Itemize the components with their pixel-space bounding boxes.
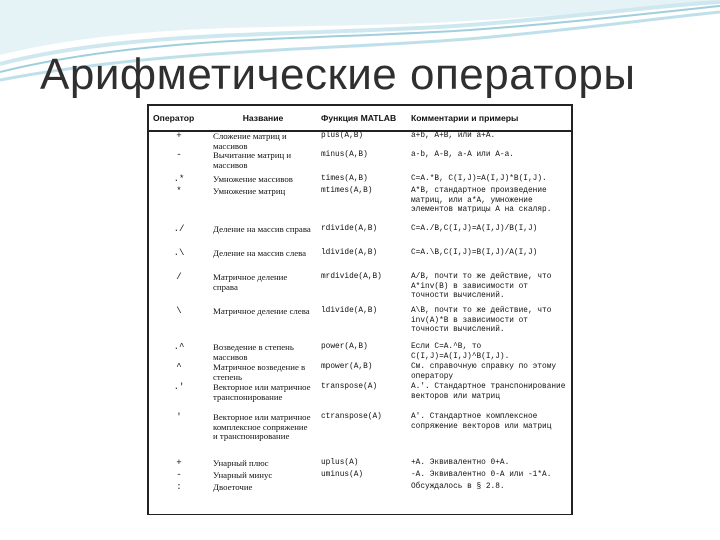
- table-row: [149, 131, 571, 151]
- cell-name: Деление на массив справа: [213, 224, 311, 235]
- operators-table: [147, 104, 573, 515]
- cell-operator: -: [176, 150, 182, 161]
- table-row: [149, 249, 571, 273]
- cell-operator: .^: [173, 342, 185, 353]
- cell-operator: \: [176, 306, 182, 317]
- cell-comment: +A. Эквивалентно 0+A.: [411, 459, 510, 468]
- cell-name: Вычитание матриц и массивов: [213, 150, 292, 170]
- cell-function: ctranspose(A): [321, 413, 382, 422]
- cell-comment: Если C=A.^B, то C(I,J)=A(I,J)^B(I,J).: [411, 343, 510, 361]
- table-row: [149, 151, 571, 175]
- cell-comment: C=A./B,C(I,J)=A(I,J)/B(I,J): [411, 225, 538, 234]
- cell-name: Двоеточие: [213, 482, 253, 493]
- table-row: [149, 273, 571, 307]
- cell-name: Унарный плюс: [213, 458, 269, 469]
- cell-function: transpose(A): [321, 383, 378, 392]
- cell-comment: C=A.*B, C(I,J)=A(I,J)*B(I,J).: [411, 175, 547, 184]
- cell-function: times(A,B): [321, 175, 368, 184]
- cell-function: minus(A,B): [321, 151, 368, 160]
- cell-operator: ': [176, 412, 182, 423]
- table-row: [149, 187, 571, 225]
- cell-name: Возведение в степень массивов: [213, 342, 294, 362]
- cell-name: Умножение матриц: [213, 186, 286, 197]
- table-row: [149, 363, 571, 383]
- cell-function: mpower(A,B): [321, 363, 373, 372]
- cell-operator: :: [176, 482, 182, 493]
- table-row: [149, 225, 571, 249]
- header-operator: Оператор: [149, 105, 209, 131]
- page-title: Арифметические операторы: [40, 50, 636, 99]
- cell-comment: Обсуждалось в § 2.8.: [411, 483, 505, 492]
- table-row: [149, 383, 571, 413]
- cell-function: mrdivide(A,B): [321, 273, 382, 282]
- cell-name: Векторное или матричное транспонирование: [213, 382, 311, 402]
- cell-function: rdivide(A,B): [321, 225, 378, 234]
- cell-function: [317, 483, 407, 495]
- cell-operator: .\: [173, 248, 185, 259]
- cell-name: Матричное деление справа: [213, 272, 288, 292]
- cell-name: Умножение массивов: [213, 174, 293, 185]
- cell-operator: +: [176, 131, 182, 141]
- cell-function: plus(A,B): [321, 132, 364, 140]
- cell-operator: *: [176, 186, 182, 197]
- cell-operator: /: [176, 272, 182, 283]
- cell-comment: A/B, почти то же действие, что A*inv(B) в зависимости от точности вычислений.: [411, 273, 552, 301]
- header-name: Название: [209, 105, 317, 131]
- cell-function: uplus(A): [321, 459, 359, 468]
- cell-comment: C=A.\B,C(I,J)=B(I,J)/A(I,J): [411, 249, 538, 258]
- cell-operator: .': [173, 382, 185, 393]
- table-header-row: [149, 105, 571, 131]
- cell-function: uminus(A): [321, 471, 364, 480]
- cell-comment: См. справочную справку по этому оператору: [411, 363, 557, 381]
- cell-function: ldivide(A,B): [321, 249, 378, 258]
- cell-name: Матричное возведение в степень: [213, 362, 306, 382]
- cell-name: Векторное или матричное комплексное сопряжение и транспонирование: [213, 412, 311, 442]
- cell-name: Сложение матриц и массивов: [213, 131, 287, 151]
- header-comments: Комментарии и примеры: [407, 105, 571, 131]
- cell-operator: +: [176, 458, 182, 469]
- cell-function: ldivide(A,B): [321, 307, 378, 316]
- cell-comment: A.'. Стандартное транспонирование векторов или матриц: [411, 383, 566, 401]
- cell-operator: ./: [173, 224, 185, 235]
- header-function: Функция MATLAB: [317, 105, 407, 131]
- cell-name: Деление на массив слева: [213, 248, 307, 259]
- cell-operator: .*: [173, 174, 185, 185]
- cell-comment: A'. Стандартное комплексное сопряжение векторов или матриц: [411, 413, 552, 431]
- cell-comment: A*B, стандартное произведение матриц, или a*A, умножение элементов матрицы A на скаляр.: [411, 187, 552, 215]
- table-row: [149, 413, 571, 459]
- cell-function: mtimes(A,B): [321, 187, 373, 196]
- cell-operator: ^: [176, 362, 182, 373]
- cell-comment: A\B, почти то же действие, что inv(A)*B в зависимости от точности вычислений.: [411, 307, 552, 335]
- table-row: [149, 483, 571, 495]
- cell-function: power(A,B): [321, 343, 368, 352]
- cell-comment: -A. Эквивалентно 0-A или -1*A.: [411, 471, 552, 480]
- cell-operator: -: [176, 470, 182, 481]
- cell-name: Унарный минус: [213, 470, 273, 481]
- table-row: [149, 343, 571, 363]
- table-row: [149, 307, 571, 343]
- cell-comment: a-b, A-B, a-A или A-a.: [411, 151, 514, 160]
- cell-comment: a+b, A+B, или a+A.: [411, 132, 496, 140]
- cell-name: Матричное деление слева: [213, 306, 310, 317]
